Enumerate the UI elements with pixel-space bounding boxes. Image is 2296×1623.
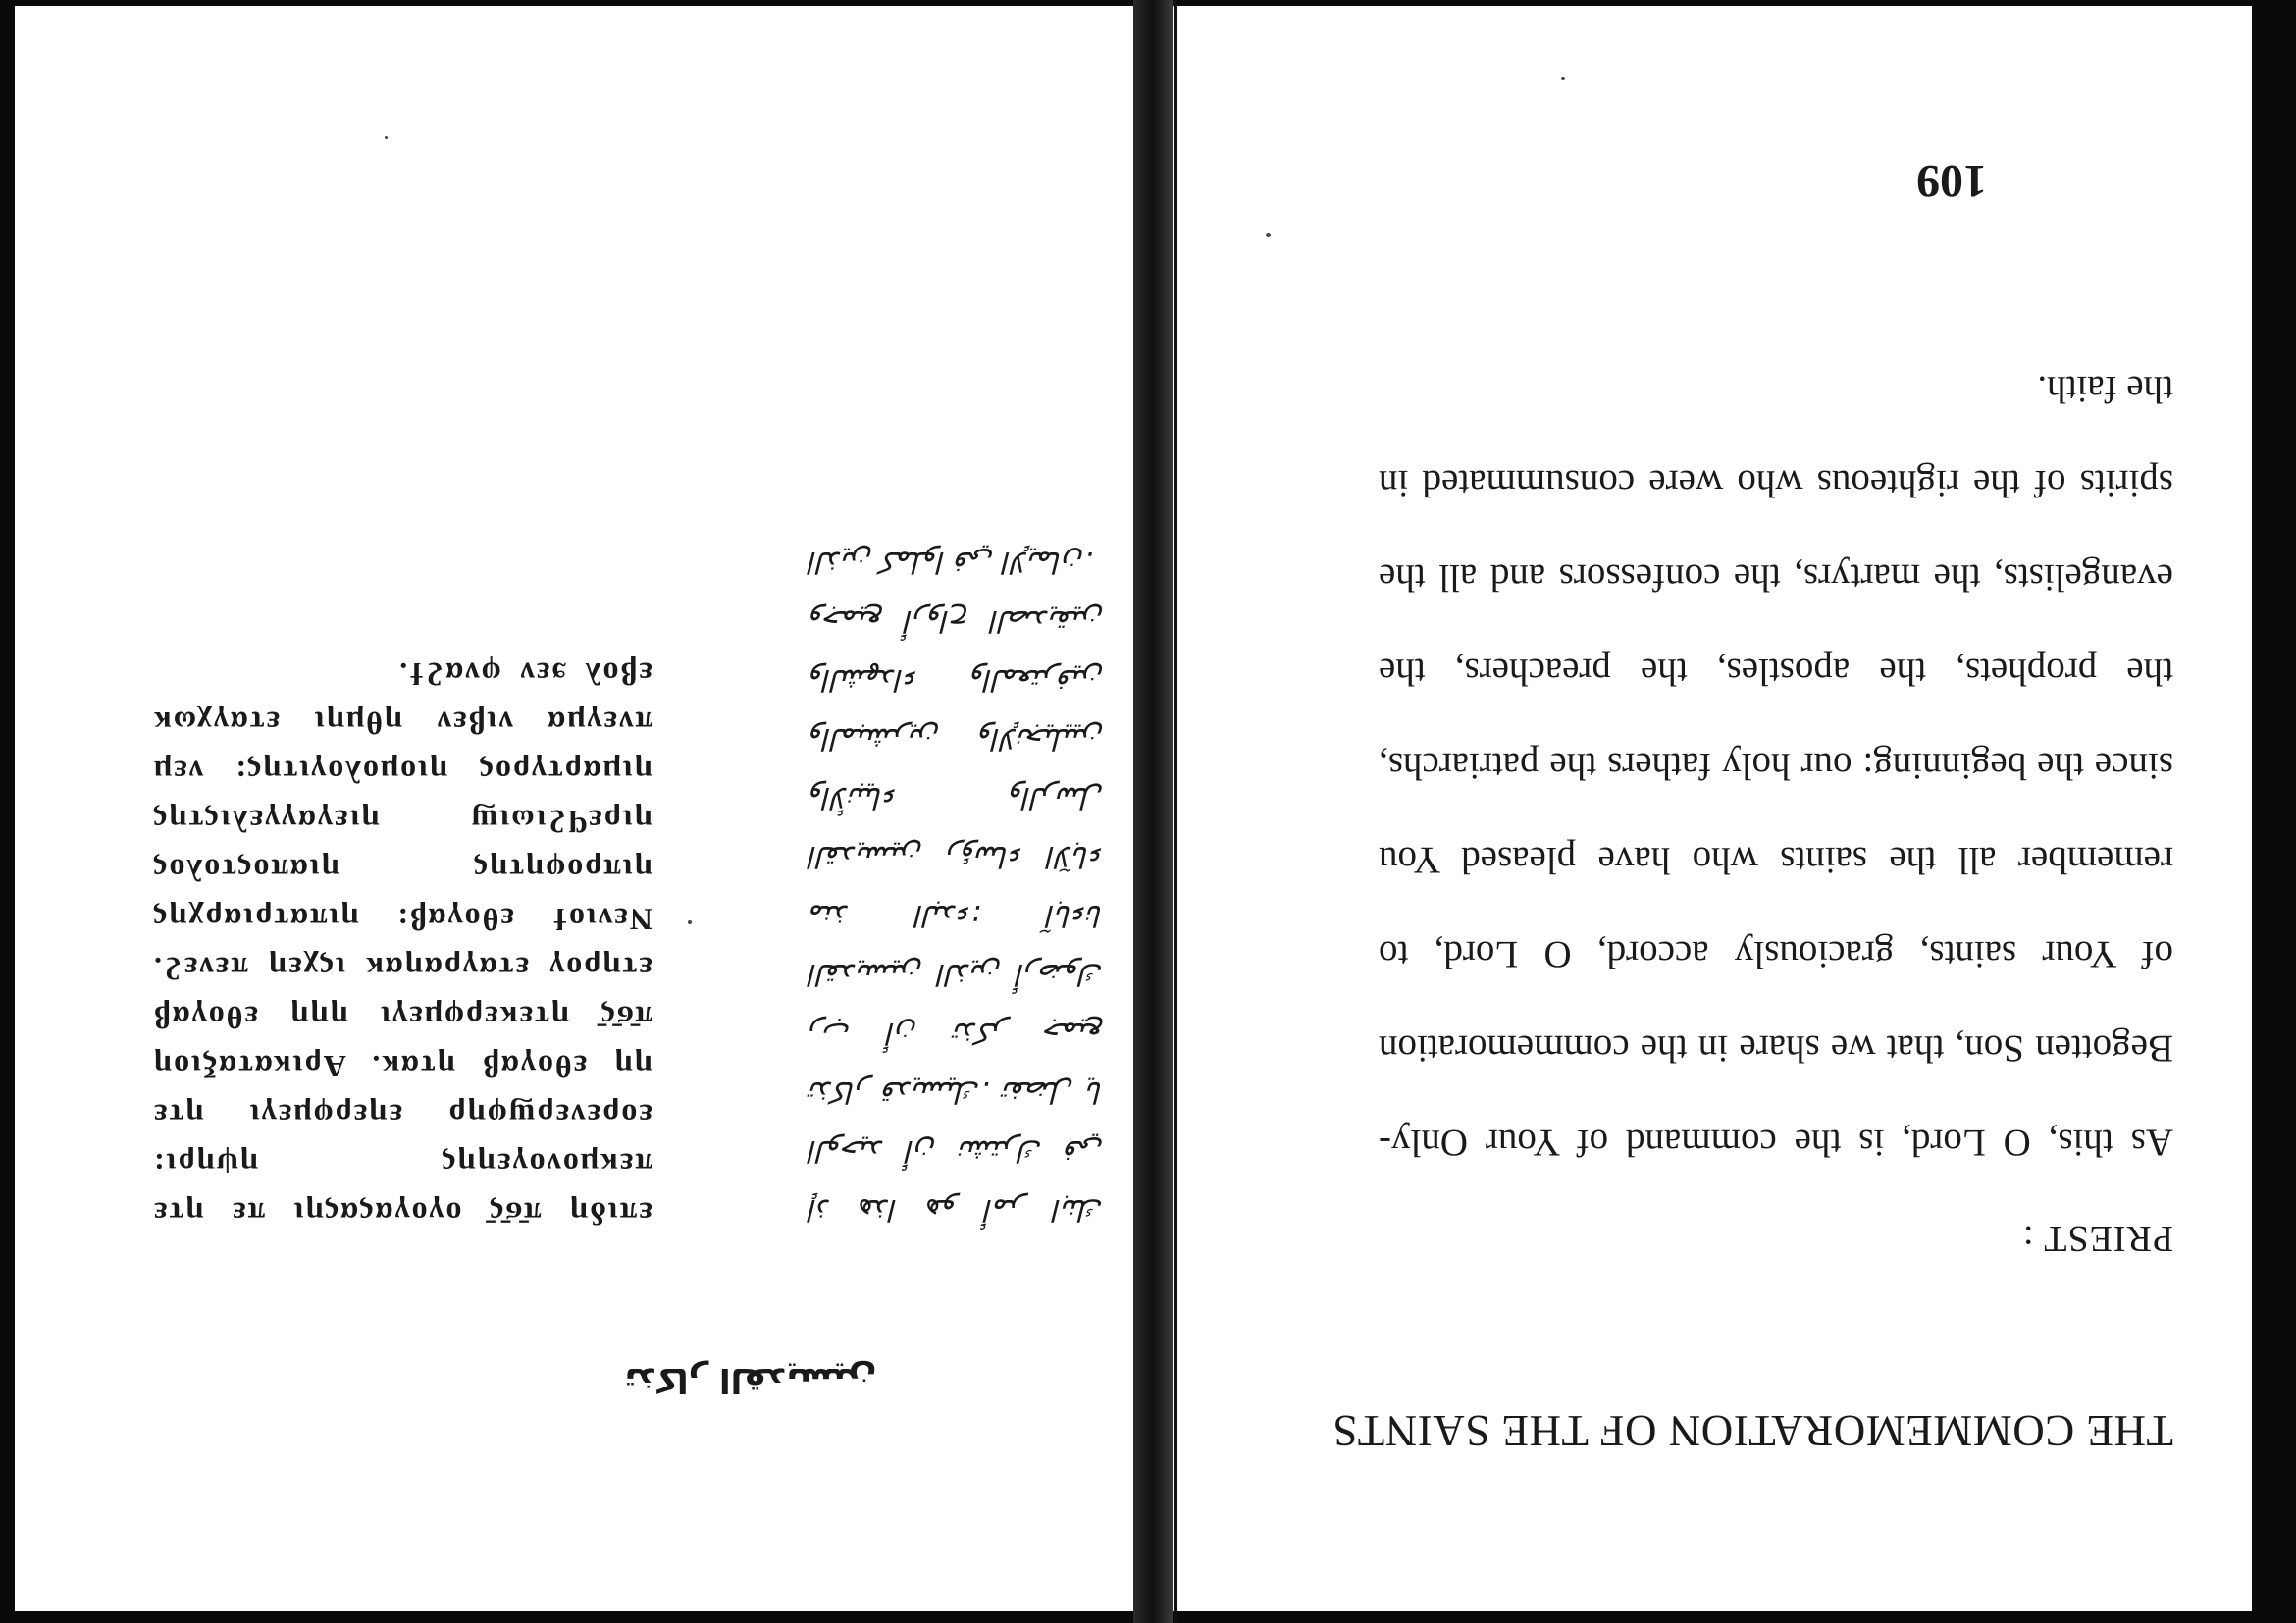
- page-number: 109: [1916, 155, 1987, 207]
- speaker-label: PRIEST :: [2021, 1218, 2173, 1259]
- english-page: [1173, 6, 2252, 1611]
- spine-edge: [1174, 0, 1177, 1623]
- dust-speck: [385, 136, 388, 139]
- arabic-heading: تذكار القديسين: [624, 1360, 877, 1399]
- page-title: THE COMMEMORATION OF THE SAINTS: [1331, 1406, 2173, 1455]
- arabic-text-column: إذ هذا هو أمر ابنك الوحيد أن نشترك في تذكار قديسيك. تفضل يا رب أن تذكر جميع القديسين الذين أرضوك منذ البدء: آباءنا القديسين رؤساء الآباء والأنبياء والرسل والمبشرين والإنجيليين والشهداء والمعترفين وجميع أرواح الصديقين الذين كملوا في الإيمان.: [809, 545, 1104, 1227]
- dust-speck: [688, 920, 692, 924]
- dust-speck: [1561, 77, 1565, 80]
- dust-speck: [1266, 233, 1271, 237]
- coptic-arabic-page: [15, 6, 1133, 1611]
- prayer-paragraph: As this, O Lord, is the command of Your Only-Begotten Son, that we share in the commemoration of Your saints, graciously accord, O Lord, to remember all the saints who have pleased You since the beginning: our holy fathers the patriarchs, the prophets, the apostles, the preachers, the evangelists, the martyrs, the confessors and all the spirits of the righteous who were consummated in the faith.: [1379, 368, 2173, 1164]
- book-gutter: [1133, 0, 1173, 1623]
- coptic-text-column: επιδη π̄ϭ̄ς̄ ογογαςαςηι πε ητε πεκμονογεηης ηψηρι: εορενερϣφηρ εηερφμεγι ητε ηη εθογαβ ητακ. Αρικαταξιοη π̄ϭ̄ς̄ ητεκερφμεγι ηηη εθογαβ ετηρογ εταγραηακ ιςχεη πενεϩ. Νενιοϯ εθογαβ: ηιπατριαρχης ηιπροφητης ηιαποςτολος ηιρεϥϩιωιϣ ηιεγαγγελιςτης ηιμαρτγρος ηιομολογιτης: νεμ πνεγμα νιβεν ηθμηι εταγχωκ εβολ ϧεν φναϩϯ.: [152, 656, 652, 1231]
